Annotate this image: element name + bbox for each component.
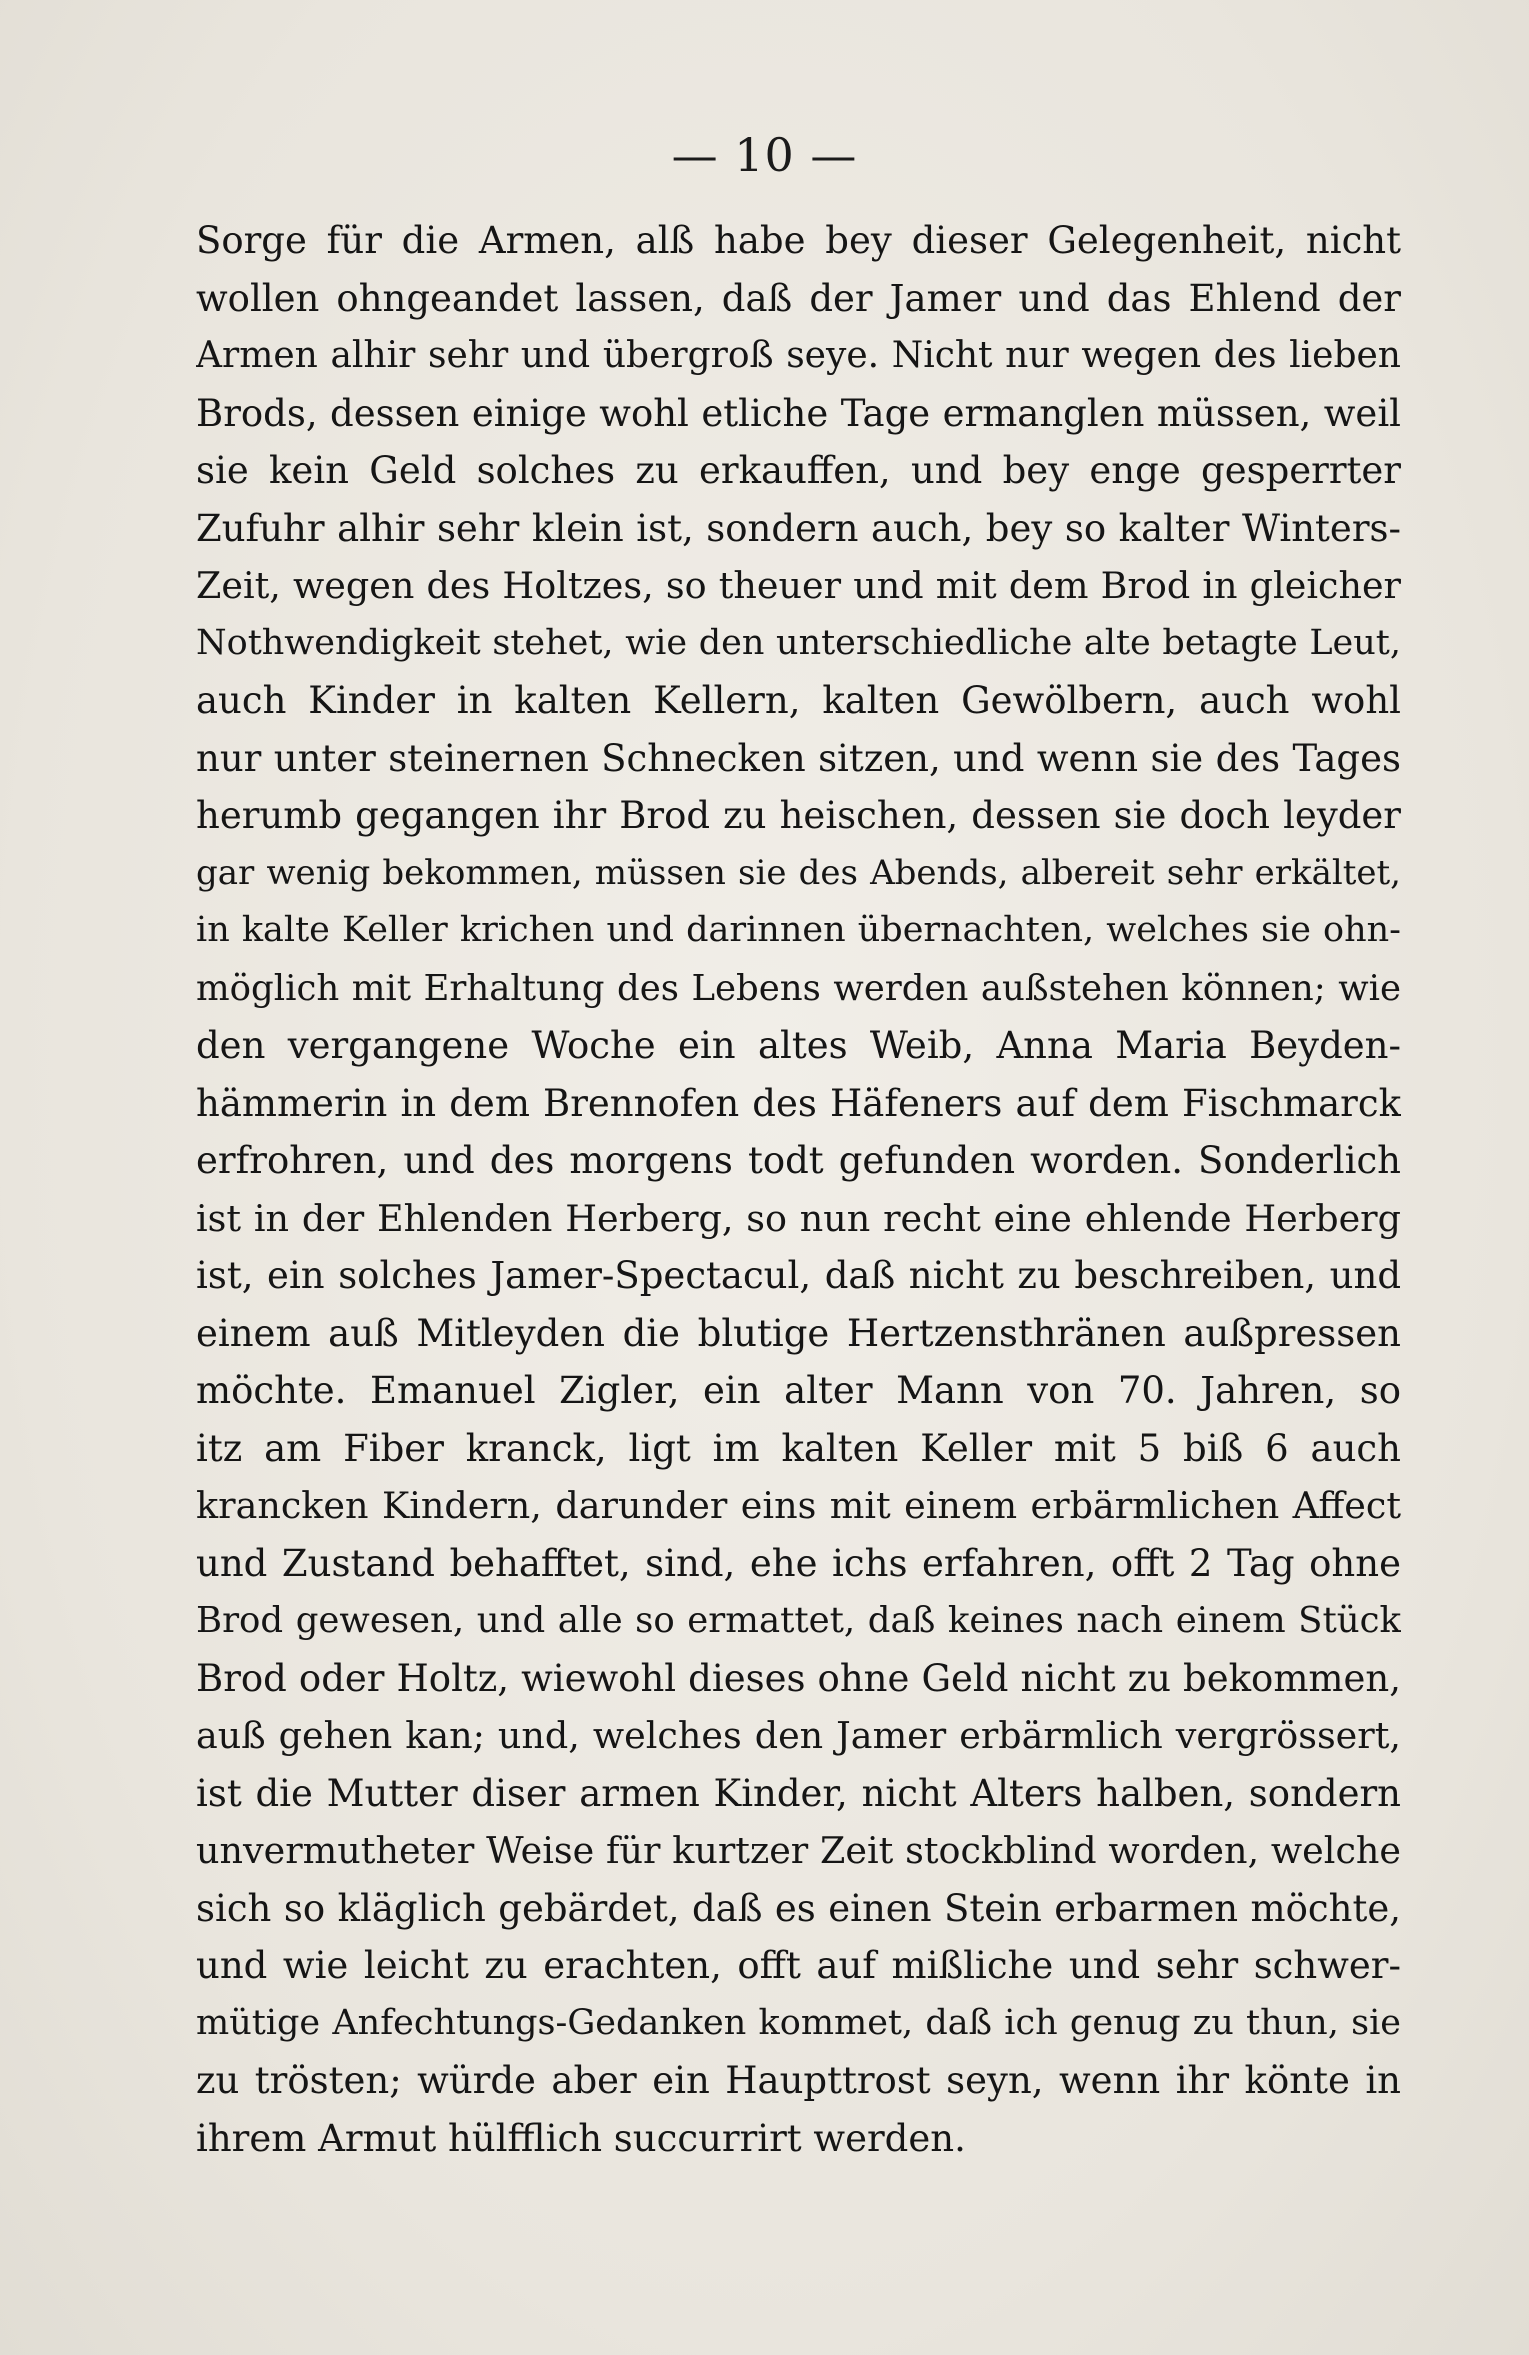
- page-number: — 10 —: [671, 128, 858, 182]
- text-line: gar wenig bekommen, müssen sie des Abends, albereit sehr erkältet,: [196, 852, 1401, 893]
- text-line: Nothwendigkeit stehet, wie den unterschiedliche alte betagte Leut,: [196, 622, 1401, 663]
- text-line: Brod gewesen, und alle so ermattet, daß keines nach einem Stück: [196, 1600, 1401, 1641]
- text-line: ist, ein solches Jamer-Spectacul, daß nicht zu beschreiben, und: [196, 1254, 1401, 1297]
- text-line: in kalte Keller krichen und darinnen übernachten, welches sie ohn-: [196, 910, 1401, 950]
- text-line: Brods, dessen einige wohl etliche Tage ermanglen müssen, weil: [196, 391, 1401, 435]
- text-line: Sorge für die Armen, alß habe bey dieser Gelegenheit, nicht: [196, 219, 1401, 262]
- text-line: und Zustand behafftet, sind, ehe ichs erfahren, offt 2 Tag ohne: [196, 1541, 1401, 1585]
- text-line: sich so kläglich gebärdet, daß es einen Stein erbarmen möchte,: [196, 1886, 1401, 1930]
- body-text: [196, 212, 1401, 2167]
- text-line: Brod oder Holtz, wiewohl dieses ohne Geld nicht zu bekommen,: [196, 1656, 1401, 1700]
- text-line: Zufuhr alhir sehr klein ist, sondern auch, bey so kalter Winters-: [196, 506, 1401, 550]
- text-line: mütige Anfechtungs-Gedanken kommet, daß ich genug zu thun, sie: [196, 2002, 1401, 2043]
- text-line: krancken Kindern, darunder eins mit einem erbärmlichen Affect: [196, 1484, 1401, 1527]
- text-line: möchte. Emanuel Zigler, ein alter Mann von 70. Jahren, so: [196, 1369, 1401, 1412]
- text-line: sie kein Geld solches zu erkauffen, und bey enge gesperrter: [196, 449, 1401, 492]
- text-line: nur unter steinernen Schnecken sitzen, und wenn sie des Tages: [196, 736, 1401, 780]
- text-line: zu trösten; würde aber ein Haupttrost seyn, wenn ihr könte in: [196, 2059, 1401, 2102]
- text-line: ihrem Armut hülfflich succurrirt werden.: [196, 2116, 966, 2160]
- text-line: auch Kinder in kalten Kellern, kalten Gewölbern, auch wohl: [196, 679, 1401, 722]
- text-line: den vergangene Woche ein altes Weib, Anna Maria Beyden-: [196, 1024, 1401, 1067]
- text-line: auß gehen kan; und, welches den Jamer erbärmlich vergrössert,: [196, 1714, 1401, 1757]
- text-line: unvermutheter Weise für kurtzer Zeit stockblind worden, welche: [196, 1829, 1401, 1872]
- text-line: herumb gegangen ihr Brod zu heischen, dessen sie doch leyder: [196, 794, 1401, 837]
- text-line: und wie leicht zu erachten, offt auf mißliche und sehr schwer-: [196, 1944, 1401, 1987]
- text-line: Armen alhir sehr und übergroß seye. Nicht nur wegen des lieben: [196, 335, 1401, 376]
- text-line: erfrohren, und des morgens todt gefunden worden. Sonderlich: [196, 1139, 1401, 1182]
- text-line: Zeit, wegen des Holtzes, so theuer und mit dem Brod in gleicher: [196, 564, 1401, 607]
- text-line: ist die Mutter diser armen Kinder, nicht Alters halben, sondern: [196, 1771, 1401, 1815]
- text-line: itz am Fiber kranck, ligt im kalten Keller mit 5 biß 6 auch: [196, 1426, 1401, 1470]
- text-line: ist in der Ehlenden Herberg, so nun recht eine ehlende Herberg: [196, 1196, 1401, 1240]
- text-line: einem auß Mitleyden die blutige Hertzensthränen außpressen: [196, 1311, 1401, 1355]
- text-line: möglich mit Erhaltung des Lebens werden außstehen können; wie: [196, 967, 1401, 1009]
- text-line: hämmerin in dem Brennofen des Häfeners auf dem Fischmarck: [196, 1081, 1401, 1125]
- text-line: wollen ohngeandet lassen, daß der Jamer und das Ehlend der: [196, 276, 1401, 320]
